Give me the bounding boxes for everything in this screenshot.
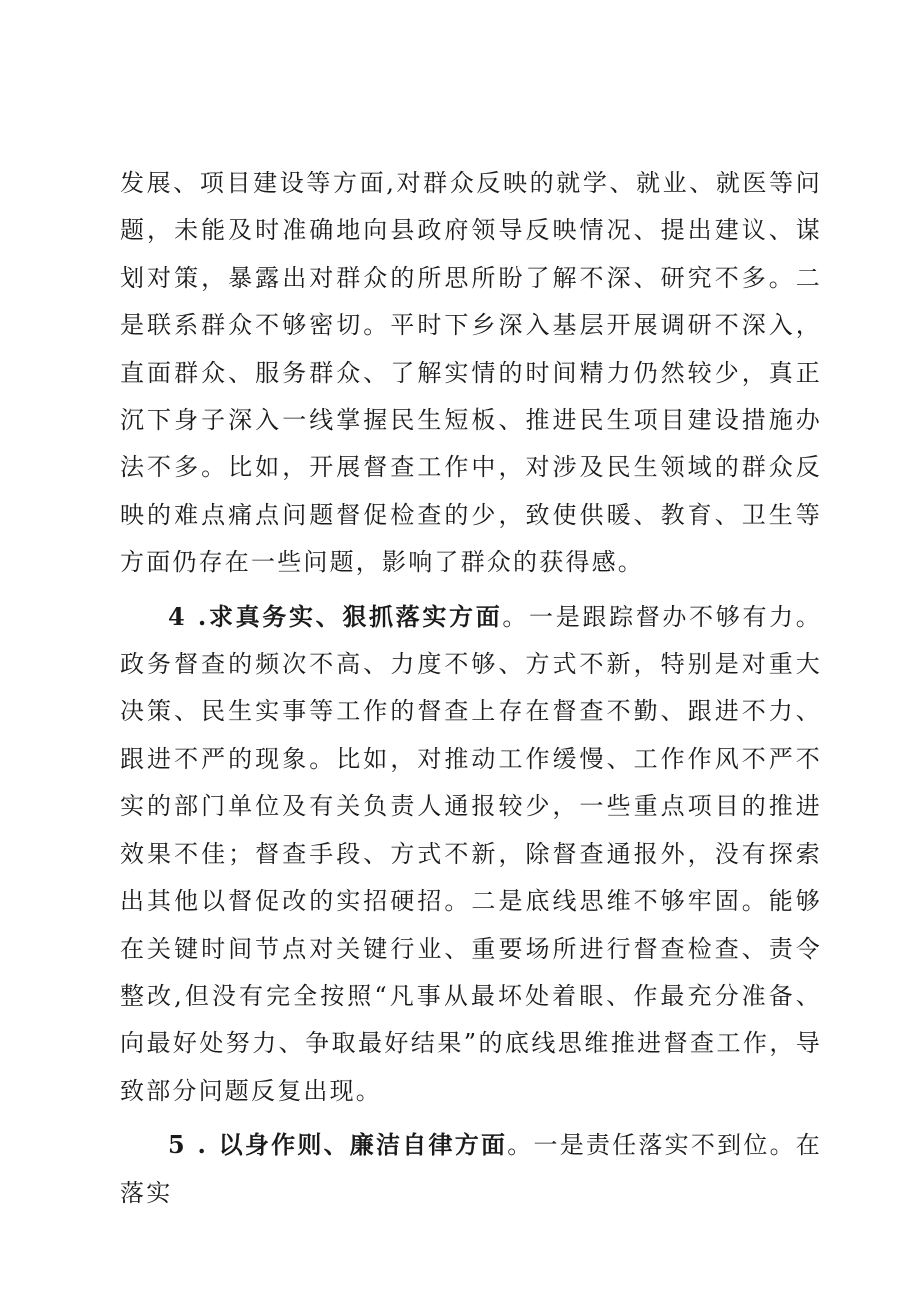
paragraph-3-continued [120, 160, 822, 587]
paragraph-heading: 5 . 以身作则、廉洁自律方面 [168, 1130, 508, 1160]
document-body [120, 160, 822, 1217]
paragraph-text: 。一是跟踪督办不够有力。政务督查的频次不高、力度不够、方式不新，特别是对重大决策、民生实事等工作的督查上存在督查不勤、跟进不力、跟进不严的现象。比如，对推动工作缓慢、工作作风不严不实的部门单位及有关负责人通报较少，一些重点项目的推进效果不佳；督查手段、方式不新，除督查通报外，没有探索出其他以督促改的实招硬招。二是底线思维不够牢固。能够在关键时间节点对关键行业、重要场所进行督查检查、责令整改,但没有完全按照“凡事从最坏处着眼、作最充分准备、向最好处努力、争取最好结果”的底线思维推进督查工作，导致部分问题反复出现。 [120, 602, 822, 1105]
paragraph-4 [120, 593, 822, 1115]
paragraph-heading: 4 .求真务实、狠抓落实方面 [168, 601, 503, 631]
paragraph-text: 发展、项目建设等方面,对群众反映的就学、就业、就医等问题，未能及时准确地向县政府领导反映情况、提出建议、谋划对策，暴露出对群众的所思所盼了解不深、研究不多。二是联系群众不够密切。平时下乡深入基层开展调研不深入，直面群众、服务群众、了解实情的时间精力仍然较少，真正沉下身子深入一线掌握民生短板、推进民生项目建设措施办法不多。比如，开展督查工作中，对涉及民生领域的群众反映的难点痛点问题督促检查的少，致使供暖、教育、卫生等方面仍存在一些问题，影响了群众的获得感。 [120, 169, 822, 577]
paragraph-5 [120, 1121, 822, 1217]
paragraph-text: 。一是责任落实不到位。在落实 [120, 1131, 822, 1207]
